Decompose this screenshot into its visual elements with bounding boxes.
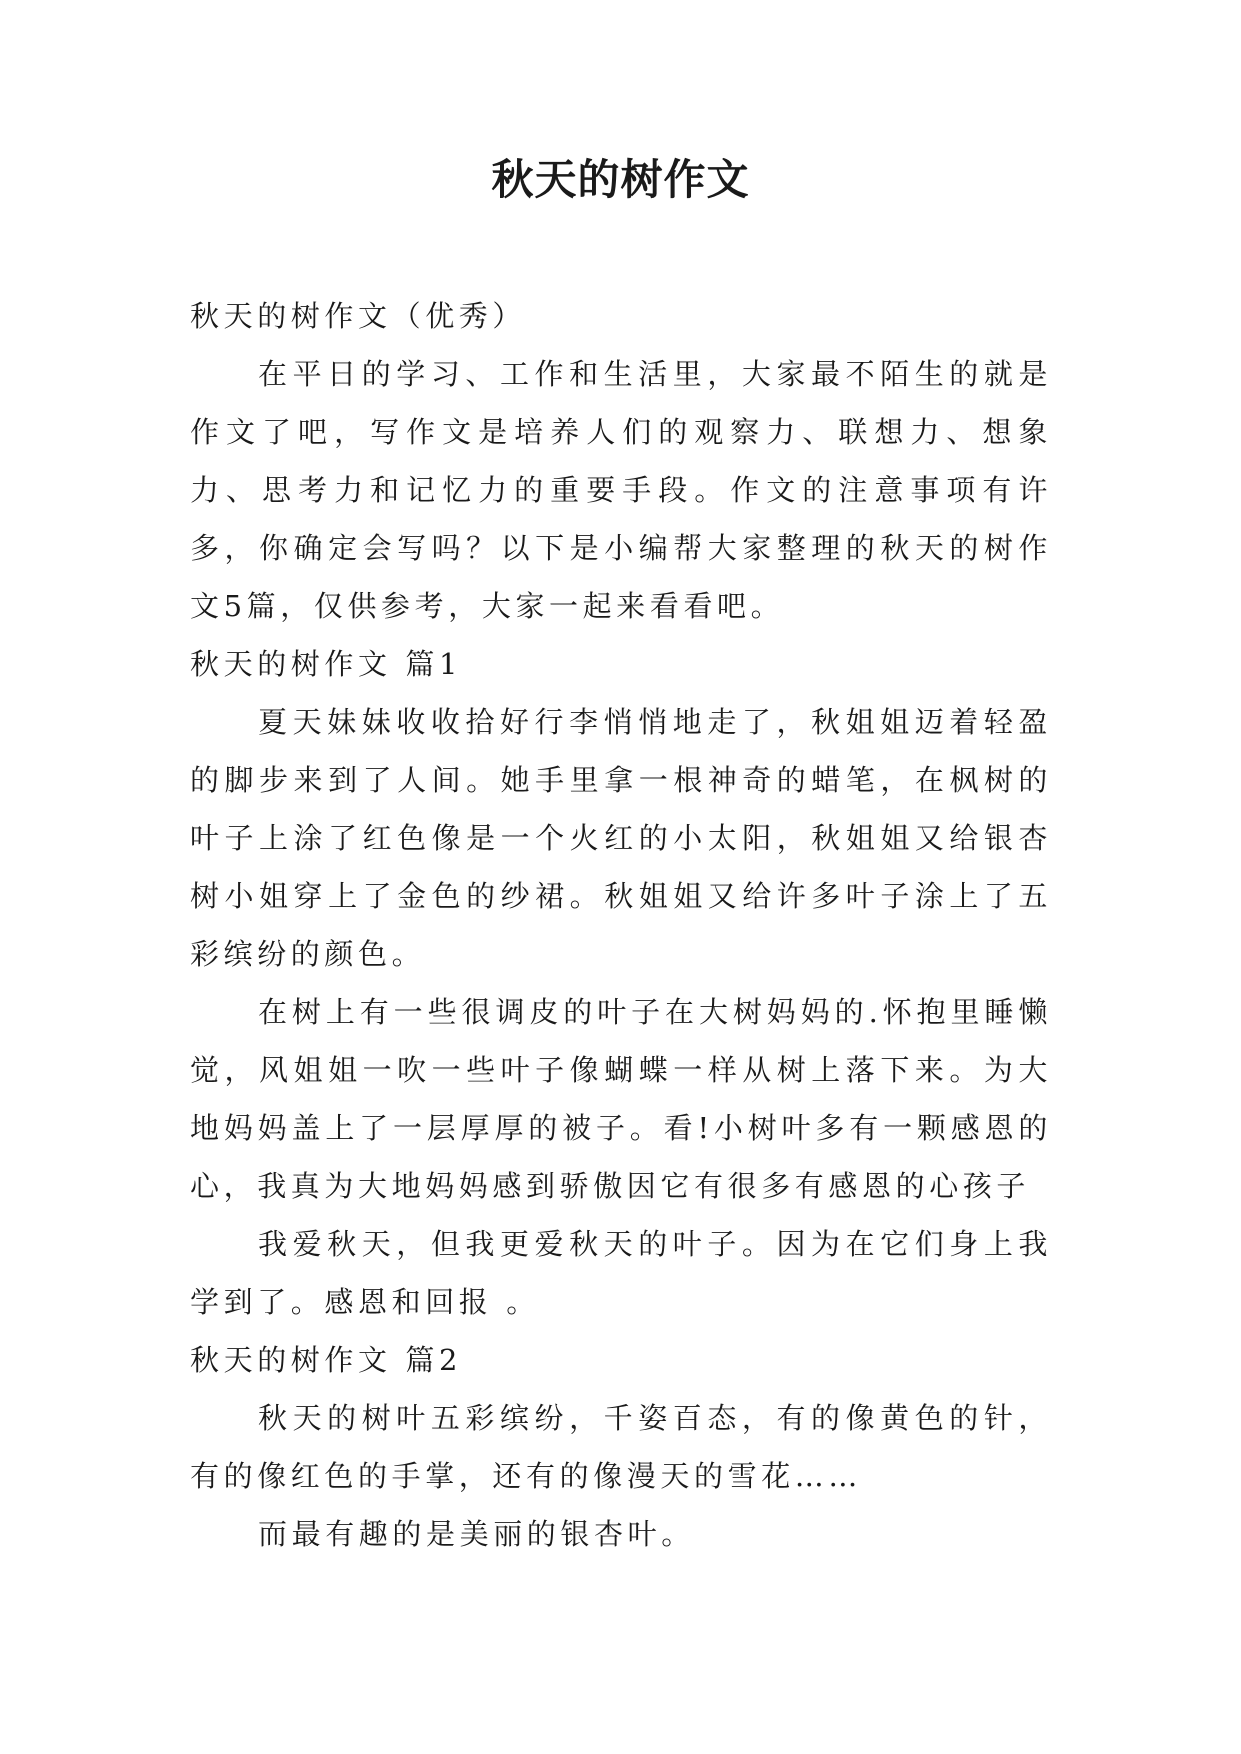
document-title: 秋天的树作文 xyxy=(491,155,750,204)
paragraph: 秋天的树叶五彩缤纷，千姿百态，有的像黄色的针，有的像红色的手掌，还有的像漫天的雪花…… xyxy=(190,1401,1052,1493)
section-heading-2: 秋天的树作文 篇2 xyxy=(190,1343,463,1377)
document-body xyxy=(190,287,1052,1563)
paragraph-intro: 在平日的学习、工作和生活里，大家最不陌生的就是作文了吧，写作文是培养人们的观察力、联想力、想象力、思考力和记忆力的重要手段。作文的注意事项有许多，你确定会写吗？以下是小编帮大家整理的秋天的树作文5篇，仅供参考，大家一起来看看吧。 xyxy=(190,357,1052,623)
section-heading-1: 秋天的树作文 篇1 xyxy=(190,647,463,681)
paragraph: 夏天妹妹收收拾好行李悄悄地走了，秋姐姐迈着轻盈的脚步来到了人间。她手里拿一根神奇的蜡笔，在枫树的叶子上涂了红色像是一个火红的小太阳，秋姐姐又给银杏树小姐穿上了金色的纱裙。秋姐姐又给许多叶子涂上了五彩缤纷的颜色。 xyxy=(190,705,1052,971)
paragraph: 而最有趣的是美丽的银杏叶。 xyxy=(258,1517,695,1551)
paragraph: 我爱秋天，但我更爱秋天的叶子。因为在它们身上我学到了。感恩和回报 。 xyxy=(190,1227,1052,1319)
paragraph: 在树上有一些很调皮的叶子在大树妈妈的.怀抱里睡懒觉，风姐姐一吹一些叶子像蝴蝶一样从树上落下来。为大地妈妈盖上了一层厚厚的被子。看!小树叶多有一颗感恩的心，我真为大地妈妈感到骄傲因它有很多有感恩的心孩子 xyxy=(190,995,1052,1203)
section-heading-intro: 秋天的树作文（优秀） xyxy=(190,299,527,333)
